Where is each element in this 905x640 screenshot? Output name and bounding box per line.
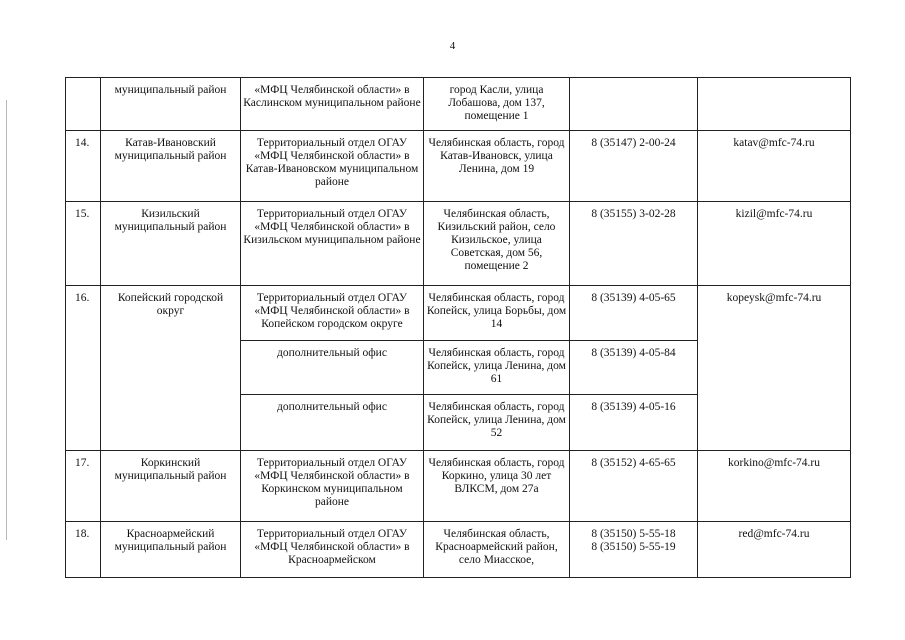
table-row: [66, 131, 851, 202]
row-number-cell: 17.: [66, 451, 101, 522]
organization-cell: дополнительный офис: [241, 341, 424, 395]
email-cell: kizil@mfc-74.ru: [698, 202, 851, 286]
address-cell: Челябинская область, Кизильский район, село Кизильское, улица Советская, дом 56, помещение 2: [424, 202, 570, 286]
phone-line: 8 (35150) 5-55-19: [591, 541, 676, 553]
address-cell: Челябинская область, город Копейск, улица Ленина, дом 52: [424, 395, 570, 451]
email-cell: korkino@mfc-74.ru: [698, 451, 851, 522]
organization-cell: Территориальный отдел ОГАУ «МФЦ Челябинской области» в Красноармейском: [241, 522, 424, 578]
email-cell: red@mfc-74.ru: [698, 522, 851, 578]
address-cell: Челябинская область, Красноармейский район, село Миасское,: [424, 522, 570, 578]
email-cell: [698, 78, 851, 131]
phone-cell: 8 (35139) 4-05-16: [570, 395, 698, 451]
table-row: [66, 451, 851, 522]
email-cell: katav@mfc-74.ru: [698, 131, 851, 202]
district-cell: муниципальный район: [101, 78, 241, 131]
district-cell: Коркинский муниципальный район: [101, 451, 241, 522]
organization-cell: дополнительный офис: [241, 395, 424, 451]
table-row: [66, 286, 851, 341]
table-row: [66, 202, 851, 286]
row-number-cell: [66, 78, 101, 131]
row-number-cell: 14.: [66, 131, 101, 202]
mfc-offices-table: [65, 77, 851, 578]
phone-cell: [570, 522, 698, 578]
phone-cell: 8 (35152) 4-65-65: [570, 451, 698, 522]
address-cell: Челябинская область, город Копейск, улица Борьбы, дом 14: [424, 286, 570, 341]
email-cell: kopeysk@mfc-74.ru: [698, 286, 851, 451]
row-number-cell: 15.: [66, 202, 101, 286]
phone-line: 8 (35150) 5-55-18: [591, 528, 676, 540]
address-cell: Челябинская область, город Катав-Ивановск, улица Ленина, дом 19: [424, 131, 570, 202]
phone-cell: 8 (35139) 4-05-65: [570, 286, 698, 341]
page-number: 4: [449, 40, 456, 52]
district-cell: Катав-Ивановский муниципальный район: [101, 131, 241, 202]
phone-cell: 8 (35139) 4-05-84: [570, 341, 698, 395]
row-number-cell: 18.: [66, 522, 101, 578]
address-cell: Челябинская область, город Копейск, улица Ленина, дом 61: [424, 341, 570, 395]
district-cell: Кизильский муниципальный район: [101, 202, 241, 286]
phone-cell: 8 (35155) 3-02-28: [570, 202, 698, 286]
organization-cell: Территориальный отдел ОГАУ «МФЦ Челябинской области» в Катав-Ивановском муниципальном районе: [241, 131, 424, 202]
address-cell: Челябинская область, город Коркино, улица 30 лет ВЛКСМ, дом 27а: [424, 451, 570, 522]
district-cell: Копейский городской округ: [101, 286, 241, 451]
phone-cell: 8 (35147) 2-00-24: [570, 131, 698, 202]
organization-cell: Территориальный отдел ОГАУ «МФЦ Челябинской области» в Копейском городском округе: [241, 286, 424, 341]
address-cell: город Касли, улица Лобашова, дом 137, помещение 1: [424, 78, 570, 131]
row-number-cell: 16.: [66, 286, 101, 451]
organization-cell: Территориальный отдел ОГАУ «МФЦ Челябинской области» в Коркинском муниципальном районе: [241, 451, 424, 522]
district-cell: Красноармейский муниципальный район: [101, 522, 241, 578]
organization-cell: «МФЦ Челябинской области» в Каслинском муниципальном районе: [241, 78, 424, 131]
organization-cell: Территориальный отдел ОГАУ «МФЦ Челябинской области» в Кизильском муниципальном районе: [241, 202, 424, 286]
table-row: [66, 522, 851, 578]
table-row: [66, 78, 851, 131]
margin-rule: [6, 100, 7, 540]
phone-cell: [570, 78, 698, 131]
